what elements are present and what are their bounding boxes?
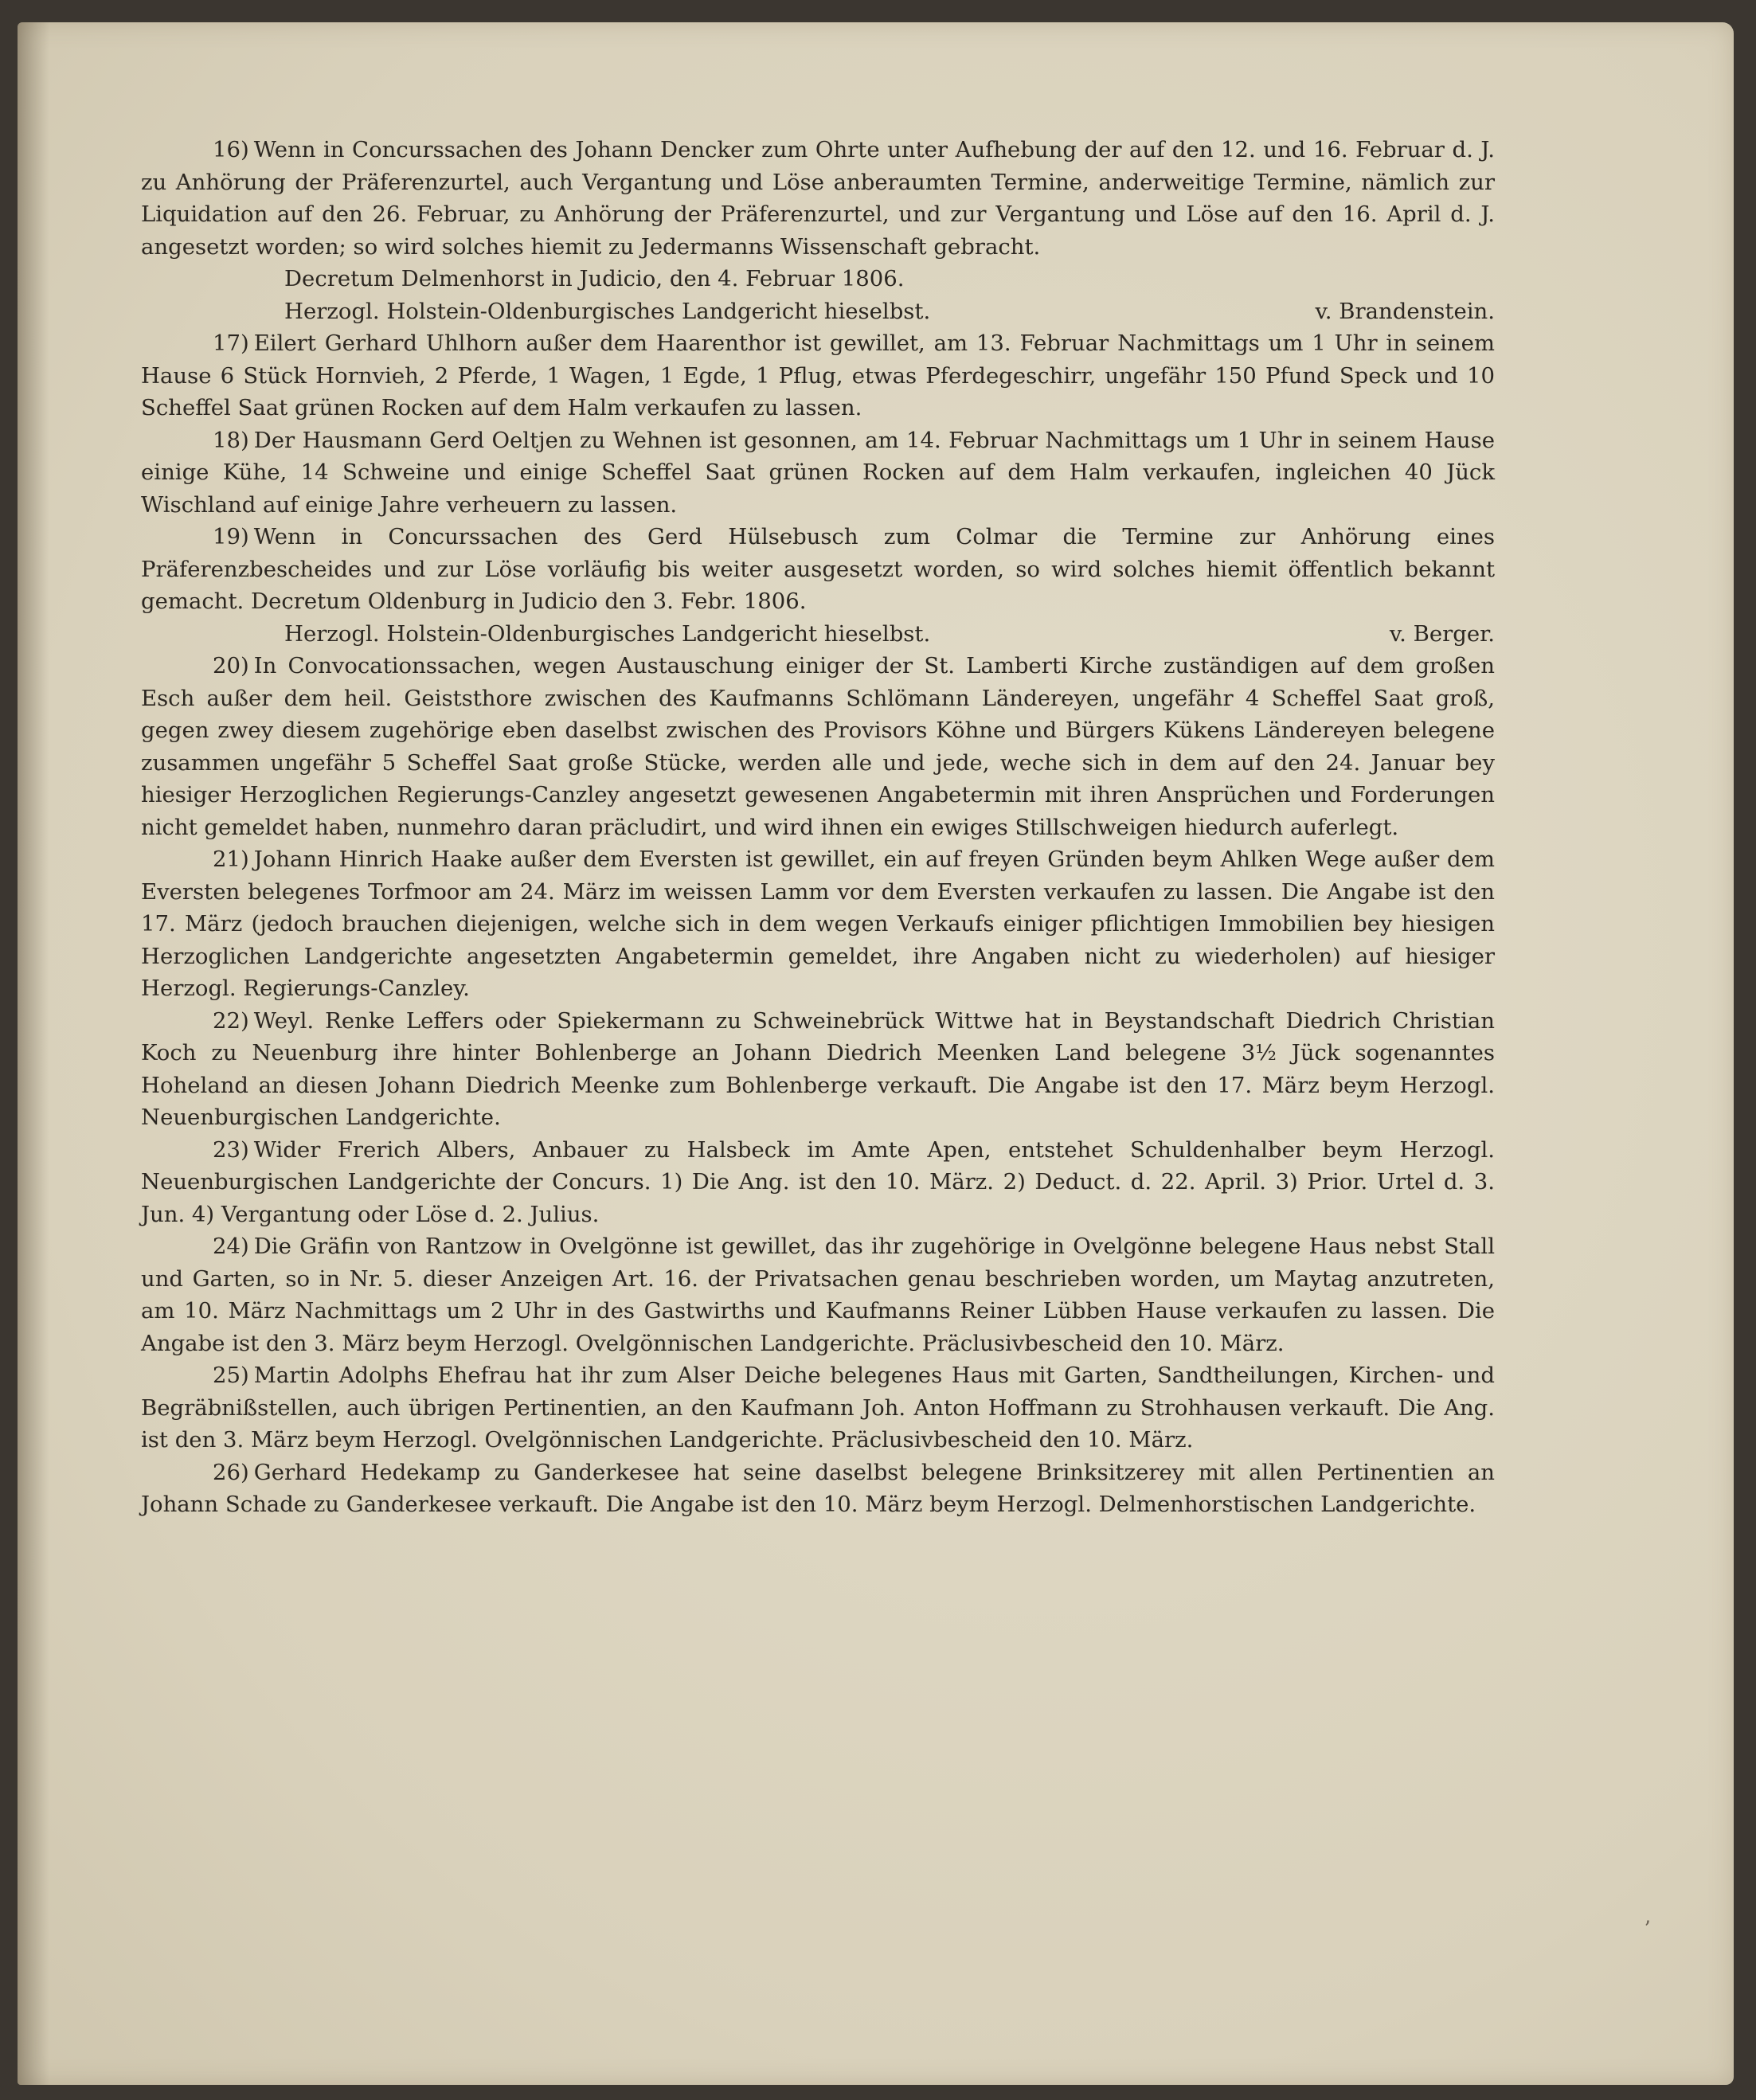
notices-text <box>141 134 1495 1521</box>
notice-body: Johann Hinrich Haake außer dem Eversten ist gewillet, ein auf freyen Gründen beym Ahlken Wege außer dem Eversten belegenes Torfmoor am 24. März im weissen Lamm vor dem Eversten verkaufen zu lassen. Die Angabe ist den 17. März (jedoch brauchen diejenigen, welche sich in dem wegen Verkaufs einiger pflichtigen Immobilien bey hiesigen Herzoglichen Landgerichte angesetzten Angabetermin gemeldet, ihre Angaben nicht zu wiederholen) auf hiesiger Herzogl. Regierungs-Canzley. <box>141 847 1495 1001</box>
notice-body: Gerhard Hedekamp zu Ganderkesee hat seine daselbst belegene Brinksitzerey mit allen Pertinentien an Johann Schade zu Ganderkesee verkauft. Die Angabe ist den 10. März beym Herzogl. Delmenhorstischen Landgerichte. <box>141 1459 1495 1517</box>
notice-body: Die Gräfin von Rantzow in Ovelgönne ist gewillet, das ihr zugehörige in Ovelgönne belegene Haus nebst Stall und Garten, so in Nr. 5. dieser Anzeigen Art. 16. der Privatsachen genau beschrieben worden, um Maytag anzutreten, am 10. März Nachmittags um 2 Uhr in des Gastwirths und Kaufmanns Reiner Lübben Hause verkaufen zu lassen. Die Angabe ist den 3. März beym Herzogl. Ovelgönnischen Landgerichte. Präclusivbescheid den 10. März. <box>141 1234 1495 1356</box>
book-spine-shadow <box>18 22 49 2085</box>
margin-pencil-mark: ʼ <box>1643 1918 1650 1942</box>
notice-body: Eilert Gerhard Uhlhorn außer dem Haarenthor ist gewillet, am 13. Februar Nachmittags um 1 Uhr in seinem Hause 6 Stück Hornvieh, 2 Pferde, 1 Wagen, 1 Egde, 1 Pflug, etwas Pferdegeschirr, ungefähr 150 Pfund Speck und 10 Scheffel Saat grünen Rocken auf dem Halm verkaufen zu lassen. <box>141 330 1495 420</box>
notice-body: Der Hausmann Gerd Oeltjen zu Wehnen ist gesonnen, am 14. Februar Nachmittags um 1 Uhr in seinem Hause einige Kühe, 14 Schweine und einige Scheffel Saat grünen Rocken auf dem Halm verkaufen, ingleichen 40 Jück Wischland auf einige Jahre verheuern zu lassen. <box>141 427 1495 518</box>
document-page <box>18 22 1734 2085</box>
decretum-16: Decretum Delmenhorst in Judicio, den 4. Februar 1806. <box>284 266 905 291</box>
notice-22 <box>141 1005 1495 1134</box>
notice-number: 17) <box>213 330 249 356</box>
notice-17 <box>141 327 1495 424</box>
notice-body: Wenn in Concurssachen des Gerd Hülsebusch zum Colmar die Termine zur Anhörung eines Präferenzbescheides und zur Löse vorläufig bis weiter ausgesetzt worden, so wird solches hiemit öffentlich bekannt gemacht. <box>141 524 1495 614</box>
notice-number: 23) <box>213 1136 249 1163</box>
notice-number: 19) <box>213 524 249 549</box>
court-name: Herzogl. Holstein-Oldenburgisches Landgericht hieselbst. <box>284 620 931 647</box>
notice-21 <box>141 843 1495 1005</box>
notice-24 <box>141 1230 1495 1359</box>
notice-number: 25) <box>213 1363 249 1388</box>
notice-body: Wider Frerich Albers, Anbauer zu Halsbeck im Amte Apen, entstehet Schuldenhalber beym Herzogl. Neuenburgischen Landgerichte der Concurs. 1) Die Ang. ist den 10. März. 2) Deduct. d. 22. April. 3) Prior. Urtel d. 3. Jun. 4) Vergantung oder Löse d. 2. Julius. <box>141 1136 1495 1227</box>
signature-line-19 <box>141 618 1495 651</box>
court-name: Herzogl. Holstein-Oldenburgisches Landgericht hieselbst. <box>284 298 931 324</box>
notice-number: 21) <box>213 847 249 872</box>
notice-body: In Convocationssachen, wegen Austauschung einiger der St. Lamberti Kirche zuständigen auf dem großen Esch außer dem heil. Geiststhore zwischen des Kaufmanns Schlömann Ländereyen, ungefähr 4 Scheffel Saat groß, gegen zwey diesem zugehörige eben daselbst zwischen des Provisors Köhne und Bürgers Kükens Ländereyen belegene zusammen ungefähr 5 Scheffel Saat große Stücke, werden alle und jede, weche sich in dem auf den 24. Januar bey hiesiger Herzoglichen Regierungs-Canzley angesetzt gewesenen Angabetermin mit ihren Ansprüchen und Forderungen nicht gemeldet haben, nunmehro daran präcludirt, und wird ihnen ein ewiges Stillschweigen hiedurch auferlegt. <box>141 653 1495 840</box>
notice-23 <box>141 1134 1495 1231</box>
notice-number: 26) <box>213 1459 249 1485</box>
notice-body: Wenn in Concurssachen des Johann Dencker zum Ohrte unter Aufhebung der auf den 12. und 16. Februar d. J. zu Anhörung der Präferenzurtel, auch Vergantung und Löse anberaumten Termine, anderweitige Termine, nämlich zur Liquidation auf den 26. Februar, zu Anhörung der Präferenzurtel, und zur Vergantung und Löse auf den 16. April d. J. angesetzt worden; so wird solches hiemit zu Jedermanns Wissenschaft gebracht. <box>141 137 1495 260</box>
notice-18 <box>141 424 1495 522</box>
notice-25 <box>141 1359 1495 1457</box>
notice-number: 24) <box>213 1234 249 1259</box>
signer-name: v. Brandenstein. <box>1315 298 1495 324</box>
signer-name: v. Berger. <box>1389 620 1495 647</box>
notice-body: Martin Adolphs Ehefrau hat ihr zum Alser Deiche belegenes Haus mit Garten, Sandtheilungen, Kirchen- und Begräbnißstellen, auch übrigen Pertinentien, an den Kaufmann Joh. Anton Hoffmann zu Strohhausen verkauft. Die Ang. ist den 3. März beym Herzogl. Ovelgönnischen Landgerichte. Präclusivbescheid den 10. März. <box>141 1363 1495 1453</box>
signature-line-16 <box>141 295 1495 328</box>
notice-body: Weyl. Renke Leffers oder Spiekermann zu Schweinebrück Wittwe hat in Beystandschaft Diedrich Christian Koch zu Neuenburg ihre hinter Bohlenberge an Johann Diedrich Meenken Land belegene 3½ Jück sogenanntes Hoheland an diesen Johann Diedrich Meenke zum Bohlenberge verkauft. Die Angabe ist den 17. März beym Herzogl. Neuenburgischen Landgerichte. <box>141 1007 1495 1130</box>
notice-number: 16) <box>213 137 249 162</box>
decretum-19: Decretum Oldenburg in Judicio den 3. Febr. 1806. <box>251 589 807 614</box>
notice-26 <box>141 1457 1495 1521</box>
notice-19 <box>141 521 1495 618</box>
notice-number: 20) <box>213 653 249 678</box>
notice-number: 22) <box>213 1007 249 1034</box>
notice-16 <box>141 134 1495 263</box>
notice-20 <box>141 650 1495 843</box>
notice-number: 18) <box>213 427 249 453</box>
